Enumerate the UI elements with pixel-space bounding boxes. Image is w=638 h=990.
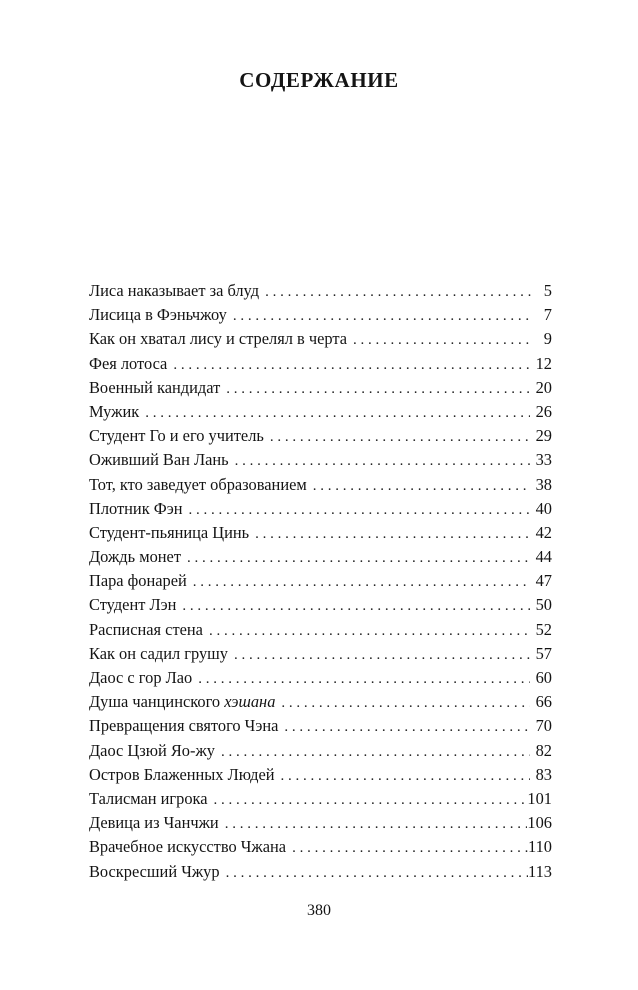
toc-leader-dots <box>189 498 530 522</box>
toc-leader-dots <box>226 377 529 401</box>
toc-entry <box>89 473 552 497</box>
toc-entry-title-text: Военный кандидат <box>89 377 221 397</box>
toc-entry <box>89 448 552 472</box>
toc-entry-page: 20 <box>535 377 552 397</box>
toc-entry-page: 33 <box>535 450 552 470</box>
toc-entry <box>89 545 552 569</box>
toc-entry-page: 106 <box>527 813 552 833</box>
toc-entry-page: 44 <box>535 547 552 567</box>
toc-entry <box>89 327 552 351</box>
toc-entry-title <box>89 787 214 811</box>
toc-leader-dots <box>255 522 529 546</box>
toc-entry-page: 12 <box>535 353 552 373</box>
toc-entry-title <box>89 376 226 400</box>
toc-entry-title <box>89 497 189 521</box>
toc-entry-page: 52 <box>535 619 552 639</box>
toc-entry <box>89 303 552 327</box>
toc-entry-page: 60 <box>535 668 552 687</box>
toc-leader-dots <box>233 304 532 328</box>
toc-leader-dots <box>182 594 529 618</box>
toc-entry-page: 40 <box>535 498 552 518</box>
toc-entry-page: 29 <box>535 426 552 446</box>
toc-entry <box>89 400 552 424</box>
toc-entry-title <box>89 521 255 545</box>
toc-entry-title <box>89 279 265 303</box>
toc-entry <box>89 666 552 690</box>
toc-entry-title-text: Дождь монет <box>89 547 181 567</box>
toc-entry-title <box>89 666 198 690</box>
toc-leader-dots <box>209 619 530 643</box>
toc-leader-dots <box>270 425 530 449</box>
toc-entry-page: 113 <box>528 861 552 881</box>
toc-entry-page: 47 <box>535 571 552 591</box>
toc-entry-title-text: Мужик <box>89 401 140 421</box>
toc-entry-title-text: Врачебное искусство Чжана <box>89 837 287 857</box>
toc-entry-title-text: Фея лотоса <box>89 353 168 373</box>
toc-entry <box>89 763 552 787</box>
toc-entry <box>89 835 552 859</box>
toc-entry-title <box>89 763 281 787</box>
toc-entry-title-text: Студент-пьяница Цинь <box>89 522 250 542</box>
toc-entry-page: 50 <box>535 595 552 615</box>
toc-leader-dots <box>214 788 528 812</box>
toc-leader-dots <box>353 328 532 352</box>
toc-entry-title <box>89 835 292 859</box>
toc-entry-title <box>89 811 225 835</box>
toc-leader-dots <box>145 401 529 425</box>
toc-leader-dots <box>193 570 530 594</box>
table-of-contents <box>89 279 552 884</box>
toc-entry-title <box>89 473 313 497</box>
toc-entry-title <box>89 352 173 376</box>
toc-entry-page: 66 <box>535 692 552 712</box>
toc-entry-title-text: Как он хватал лису и стрелял в черта <box>89 329 347 349</box>
toc-entry <box>89 279 552 303</box>
toc-entry-title-text: Талисман игрока <box>89 788 208 808</box>
toc-entry <box>89 376 552 400</box>
toc-entry <box>89 787 552 811</box>
toc-entry-title <box>89 739 221 763</box>
toc-entry <box>89 860 552 884</box>
toc-entry <box>89 642 552 666</box>
toc-entry-page: 110 <box>528 837 552 857</box>
toc-entry <box>89 497 552 521</box>
toc-entry-title-italic: хэшана <box>224 692 276 712</box>
toc-leader-dots <box>173 353 529 377</box>
toc-entry-title <box>89 303 233 327</box>
toc-entry-title <box>89 618 209 642</box>
toc-entry-title-text: Девица из Чанчжи <box>89 813 219 833</box>
toc-entry-page: 5 <box>543 281 552 300</box>
toc-leader-dots <box>281 764 530 788</box>
toc-entry-title-text: Остров Блаженных Людей <box>89 764 275 784</box>
toc-entry-title-text: Как он садил грушу <box>89 643 228 663</box>
toc-entry-title-text: Даос Цзюй Яо-жу <box>89 740 215 760</box>
toc-entry <box>89 521 552 545</box>
toc-entry-title <box>89 860 226 884</box>
toc-entry <box>89 593 552 617</box>
toc-entry-title-text: Воскресший Чжур <box>89 861 220 881</box>
toc-entry <box>89 424 552 448</box>
page-number: 380 <box>307 902 331 919</box>
toc-leader-dots <box>292 836 528 860</box>
toc-entry-title <box>89 400 145 424</box>
toc-entry-title <box>89 593 182 617</box>
toc-entry-title-text: Превращения святого Чэна <box>89 716 279 736</box>
toc-entry-title <box>89 569 193 593</box>
toc-entry <box>89 618 552 642</box>
toc-entry-title <box>89 327 353 351</box>
toc-entry <box>89 714 552 738</box>
toc-entry-page: 57 <box>535 643 552 663</box>
toc-entry-title <box>89 545 187 569</box>
toc-entry-title-text: Душа чанцинского <box>89 692 221 712</box>
toc-entry-title <box>89 690 281 714</box>
toc-entry-title-text: Тот, кто заведует образованием <box>89 474 307 494</box>
toc-leader-dots <box>187 546 530 570</box>
toc-leader-dots <box>235 449 530 473</box>
toc-entry <box>89 352 552 376</box>
toc-leader-dots <box>225 812 528 836</box>
toc-entry-page: 101 <box>527 788 552 808</box>
toc-entry-page: 38 <box>535 474 552 494</box>
toc-entry-title-text: Лиса наказывает за блуд <box>89 281 260 300</box>
toc-entry-page: 26 <box>535 401 552 421</box>
toc-entry-page: 70 <box>535 716 552 736</box>
toc-entry-title <box>89 642 234 666</box>
toc-entry-title-text: Студент Лэн <box>89 595 177 615</box>
toc-entry <box>89 739 552 763</box>
toc-leader-dots <box>198 667 529 691</box>
toc-entry-title-text: Пара фонарей <box>89 571 187 591</box>
page-title: СОДЕРЖАНИЕ <box>239 68 399 92</box>
toc-entry-page: 7 <box>543 305 552 325</box>
toc-entry-title-text: Лисица в Фэньчжоу <box>89 305 227 325</box>
toc-leader-dots <box>226 861 528 885</box>
toc-entry-title <box>89 424 270 448</box>
toc-entry-page: 9 <box>543 329 552 349</box>
toc-entry-title-text: Расписная стена <box>89 619 203 639</box>
toc-leader-dots <box>234 643 530 667</box>
toc-entry-page: 82 <box>535 740 552 760</box>
toc-leader-dots <box>284 715 529 739</box>
toc-entry <box>89 690 552 714</box>
toc-leader-dots <box>221 740 530 764</box>
toc-entry-title-text: Плотник Фэн <box>89 498 183 518</box>
toc-leader-dots <box>265 280 532 304</box>
toc-entry-page: 42 <box>535 522 552 542</box>
toc-entry-title-text: Оживший Ван Лань <box>89 450 229 470</box>
toc-leader-dots <box>313 474 530 498</box>
toc-entry <box>89 811 552 835</box>
toc-entry-title <box>89 448 235 472</box>
toc-entry-title-text: Студент Го и его учитель <box>89 426 264 446</box>
toc-entry-page: 83 <box>535 764 552 784</box>
toc-entry <box>89 569 552 593</box>
toc-entry-title <box>89 714 284 738</box>
toc-leader-dots <box>281 691 529 715</box>
toc-entry-title-text: Даос с гор Лао <box>89 668 193 687</box>
